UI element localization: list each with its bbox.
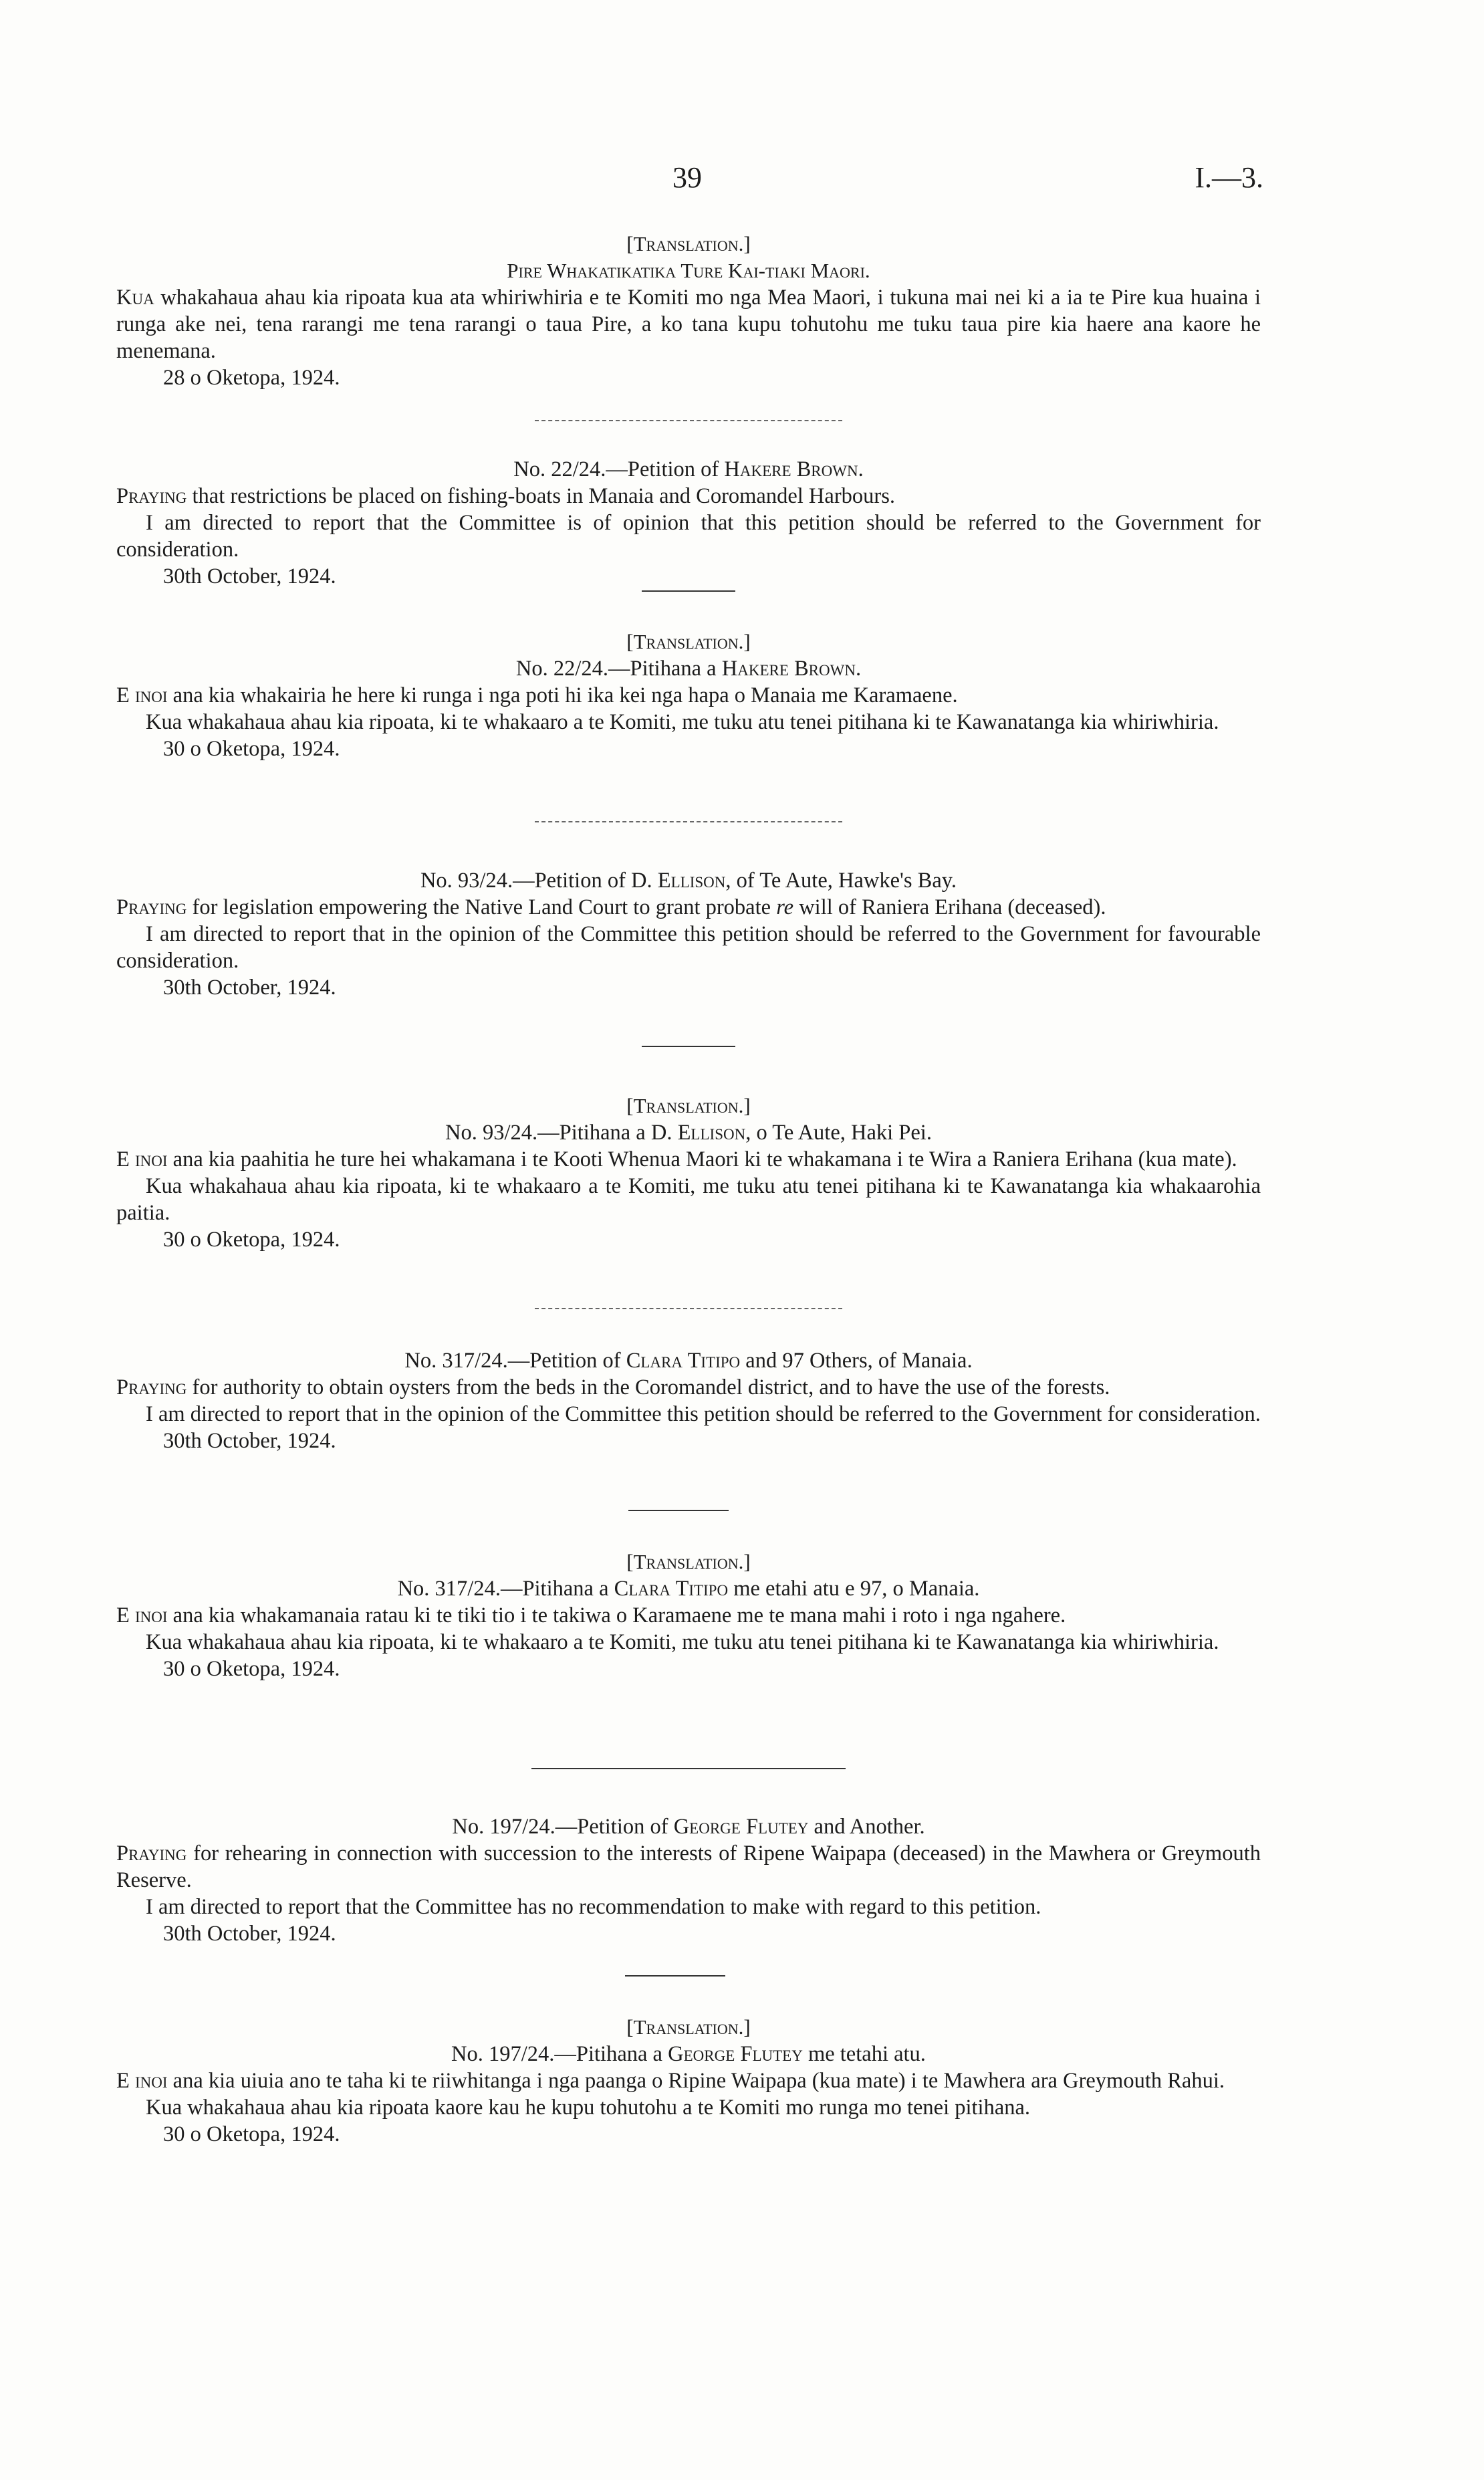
section-divider xyxy=(535,420,842,421)
petition-197-translation-section xyxy=(116,2014,1261,2148)
petitioner-name: George Flutey xyxy=(673,1815,809,1839)
report-paragraph: Kua whakahaua ahau kia ripoata, ki te whakaaro a te Komiti, me tuku atu tenei pitihana ki te Kawanatanga kia whiriwhiria. xyxy=(146,1630,1219,1654)
section-divider xyxy=(535,1308,842,1309)
report-paragraph: Kua whakahaua ahau kia ripoata, ki te whakaaro a te Komiti, me tuku atu tenei pitihana ki te Kawanatanga kia whiriwhiria. xyxy=(146,710,1219,734)
date-line: 30th October, 1924. xyxy=(163,1922,336,1946)
lead-word: E inoi xyxy=(116,683,168,707)
translation-label: [Translation.] xyxy=(626,1550,751,1573)
date-line: 30th October, 1924. xyxy=(163,564,336,588)
report-paragraph: I am directed to report that the Committee is of opinion that this petition should be referred to the Government for consideration. xyxy=(116,511,1261,562)
petition-197-section xyxy=(116,1813,1261,1947)
lead-word: E inoi xyxy=(116,1147,168,1171)
lead-word: Kua xyxy=(116,286,154,310)
petitioner-name: Clara Titipo xyxy=(614,1577,729,1601)
body-paragraph: E inoi ana kia paahitia he ture hei whakamana i te Kooti Whenua Maori ki te whakamana i te Wira a Raniera Erihana (kua mate). xyxy=(116,1147,1237,1171)
section-title: No. 22/24.—Petition of Hakere Brown. xyxy=(513,457,864,481)
body-paragraph xyxy=(116,284,1261,364)
date-line: 30 o Oketopa, 1924. xyxy=(163,2122,340,2146)
translation-label: [Translation.] xyxy=(626,630,751,653)
report-paragraph: I am directed to report that in the opinion of the Committee this petition should be referred to the Government for consideration. xyxy=(146,1402,1261,1426)
section-title: No. 197/24.—Pitihana a George Flutey me tetahi atu. xyxy=(451,2042,926,2066)
petition-317-section xyxy=(116,1347,1261,1454)
section-title: Pire Whakatikatika Ture Kai-tiaki Maori. xyxy=(507,259,870,282)
petition-22-section xyxy=(116,456,1261,590)
report-paragraph: I am directed to report that in the opinion of the Committee this petition should be referred to the Government for favourable consideration. xyxy=(116,922,1261,973)
section-title: No. 93/24.—Petition of D. Ellison, of Te Aute, Hawke's Bay. xyxy=(420,869,957,893)
lead-word: E inoi xyxy=(116,2069,168,2093)
petition-93-section xyxy=(116,867,1261,1001)
date-line: 30 o Oketopa, 1924. xyxy=(163,1228,340,1252)
lead-word: E inoi xyxy=(116,1603,168,1627)
petitioner-name: Ellison xyxy=(677,1121,746,1145)
body-paragraph: Praying for authority to obtain oysters from the beds in the Coromandel district, and to have the use of the forests. xyxy=(116,1375,1110,1399)
body-paragraph: Praying that restrictions be placed on fishing-boats in Manaia and Coromandel Harbours. xyxy=(116,484,895,508)
report-paragraph: I am directed to report that the Committee has no recommendation to make with regard to this petition. xyxy=(146,1895,1041,1919)
petitioner-name: Ellison xyxy=(657,869,726,893)
translation-label: [Translation.] xyxy=(626,232,751,255)
body-paragraph: Praying for rehearing in connection with succession to the interests of Ripene Waipapa (deceased) in the Mawhera or Greymouth Reserve. xyxy=(116,1841,1261,1892)
body-paragraph: E inoi ana kia whakamanaia ratau ki te tiki tio i te takiwa o Karamaene me te mana mahi i roto i nga ngahere. xyxy=(116,1603,1066,1627)
bill-translation-section xyxy=(116,231,1261,391)
date-line: 30 o Oketopa, 1924. xyxy=(163,1657,340,1681)
section-divider xyxy=(531,1768,846,1769)
petition-317-translation-section xyxy=(116,1549,1261,1682)
petitioner-name: George Flutey xyxy=(668,2042,803,2066)
translation-label: [Translation.] xyxy=(626,1094,751,1117)
lead-word: Praying xyxy=(116,1841,187,1866)
date-line: 30 o Oketopa, 1924. xyxy=(163,737,340,761)
section-title: No. 317/24.—Pitihana a Clara Titipo me etahi atu e 97, o Manaia. xyxy=(397,1577,980,1601)
body-paragraph: E inoi ana kia whakairia he here ki runga i nga poti hi ika kei nga hapa o Manaia me Karamaene. xyxy=(116,683,958,707)
date-line: 30th October, 1924. xyxy=(163,1429,336,1453)
body-paragraph: Praying for legislation empowering the Native Land Court to grant probate re will of Raniera Erihana (deceased). xyxy=(116,895,1106,919)
section-title: No. 197/24.—Petition of George Flutey and Another. xyxy=(452,1815,925,1839)
short-rule xyxy=(642,1046,735,1047)
lead-word: Praying xyxy=(116,895,187,919)
section-divider xyxy=(535,821,842,822)
date-line: 30th October, 1924. xyxy=(163,976,336,1000)
translation-label: [Translation.] xyxy=(626,2015,751,2039)
lead-word: Praying xyxy=(116,484,187,508)
petitioner-name: Clara Titipo xyxy=(626,1349,741,1373)
section-title: No. 93/24.—Pitihana a D. Ellison, o Te Aute, Haki Pei. xyxy=(445,1121,932,1145)
page-number: 39 xyxy=(672,161,702,194)
petitioner-name: Hakere Brown xyxy=(724,457,858,481)
body-text: whakahaua ahau kia ripoata kua ata whiriwhiria e te Komiti mo nga Mea Maori, i tukuna mai nei ki a ia te Pire kua huaina i runga ake nei, tena rarangi me tena rarangi o taua Pire, a ko tana kupu tohutohu me tuku taua pire kia haere ana kaore he menemana. xyxy=(116,286,1261,363)
short-rule xyxy=(625,1975,725,1977)
section-title: No. 22/24.—Pitihana a Hakere Brown. xyxy=(515,657,862,681)
body-paragraph: E inoi ana kia uiuia ano te taha ki te riiwhitanga i nga paanga o Ripine Waipapa (kua mate) i te Mawhera ara Greymouth Rahui. xyxy=(116,2069,1225,2093)
short-rule xyxy=(642,590,735,592)
petitioner-name: Hakere Brown xyxy=(721,657,856,681)
date-line: 28 o Oketopa, 1924. xyxy=(163,366,340,390)
section-title: No. 317/24.—Petition of Clara Titipo and 97 Others, of Manaia. xyxy=(404,1349,973,1373)
petition-22-translation-section xyxy=(116,629,1261,762)
short-rule xyxy=(628,1510,729,1511)
document-reference: I.—3. xyxy=(1195,161,1263,194)
report-paragraph: Kua whakahaua ahau kia ripoata, ki te whakaaro a te Komiti, me tuku atu tenei pitihana ki te Kawanatanga kia whakaarohia paitia. xyxy=(116,1174,1261,1225)
petition-93-translation-section xyxy=(116,1093,1261,1253)
report-paragraph: Kua whakahaua ahau kia ripoata kaore kau he kupu tohutohu a te Komiti mo runga mo tenei pitihana. xyxy=(146,2096,1031,2120)
lead-word: Praying xyxy=(116,1375,187,1399)
